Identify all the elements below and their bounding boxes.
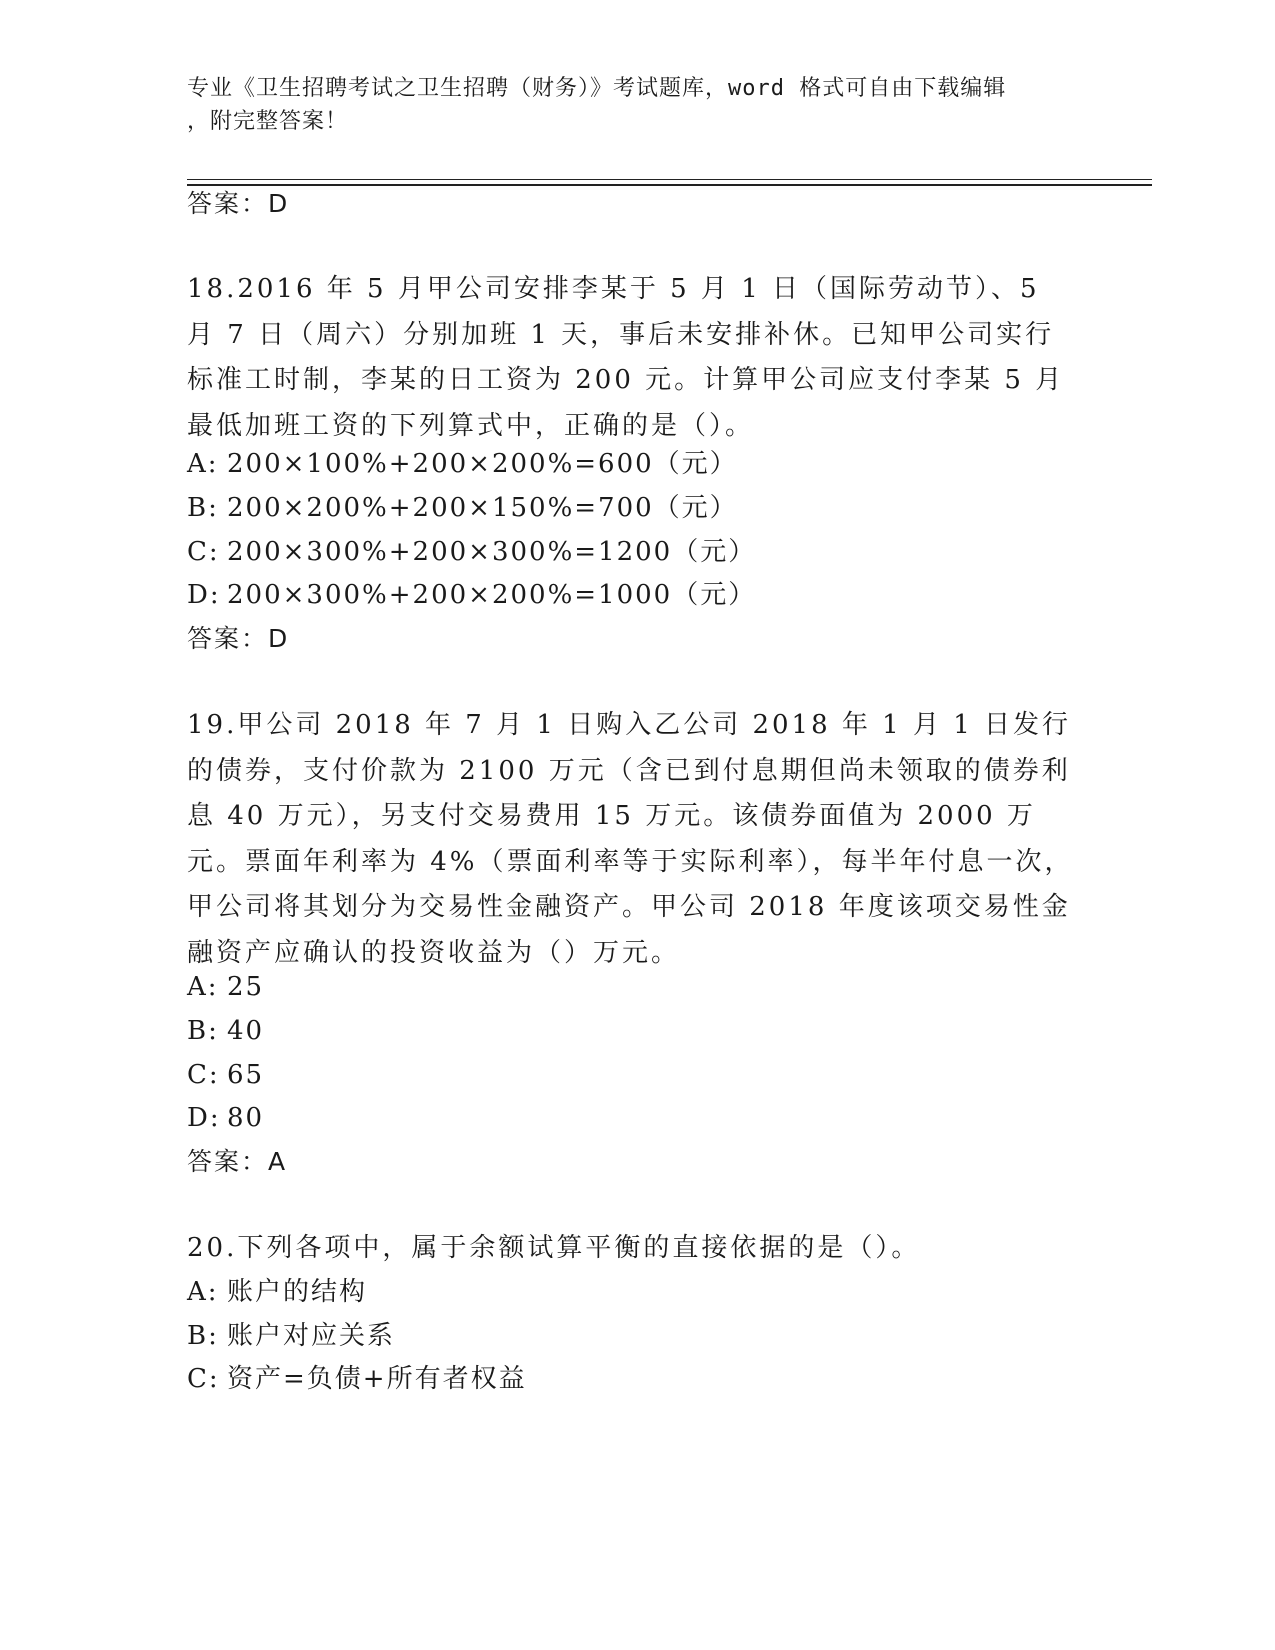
option-letter: D:	[187, 580, 221, 610]
question-20-option-b	[187, 1319, 395, 1353]
question-19-answer: 答案：A	[187, 1147, 288, 1176]
previous-answer: 答案：D	[187, 189, 290, 218]
option-text: 65	[227, 1060, 265, 1090]
option-letter: A:	[187, 1277, 219, 1307]
header-rule-thick	[187, 184, 1152, 186]
option-text: 40	[227, 1016, 265, 1046]
option-letter: C:	[187, 537, 220, 567]
option-letter: C:	[187, 1364, 220, 1394]
page-header	[187, 72, 1067, 138]
option-letter: B:	[187, 1016, 219, 1046]
question-18-option-d	[187, 578, 756, 612]
question-18-answer: 答案：D	[187, 624, 290, 653]
option-text: 80	[227, 1103, 265, 1133]
question-20-text: 20.下列各项中，属于余额试算平衡的直接依据的是（）。	[187, 1233, 921, 1263]
option-text: 资产=负债+所有者权益	[227, 1364, 527, 1394]
question-19-option-d	[187, 1101, 264, 1135]
question-20-option-c	[187, 1362, 527, 1396]
question-19-option-c	[187, 1058, 264, 1092]
option-text: 200×300%+200×200%=1000（元）	[227, 580, 757, 610]
question-19-text: 19.甲公司 2018 年 7 月 1 日购入乙公司 2018 年 1 月 1 日发行的债券，支付价款为 2100 万元（含已到付息期但尚未领取的债券利息 40 万元），另支付交易费用 15 万元。该债券面值为 2000 万元。票面年利率为 4%（票面利率等于实际利率），每半年付息一次，甲公司将其划分为交易性金融资产。甲公司 2018 年度该项交易性金融资产应确认的投资收益为（）万元。	[187, 710, 1074, 968]
option-letter: A:	[187, 449, 219, 479]
question-18-option-a	[187, 447, 738, 481]
option-text: 25	[227, 972, 265, 1002]
question-18-option-b	[187, 491, 738, 525]
question-19-option-b	[187, 1014, 264, 1048]
question-18-text: 18.2016 年 5 月甲公司安排李某于 5 月 1 日（国际劳动节）、5 月 7 日（周六）分别加班 1 天，事后未安排补休。已知甲公司实行标准工时制，李某的日工资为 200 元。计算甲公司应支付李某 5 月最低加班工资的下列算式中，正确的是（）。	[187, 274, 1065, 441]
option-text: 账户对应关系	[227, 1321, 396, 1351]
header-line-2: ，附完整答案！	[187, 109, 349, 134]
option-text: 200×100%+200×200%=600（元）	[227, 449, 738, 479]
option-letter: B:	[187, 1321, 219, 1351]
option-text: 200×200%+200×150%=700（元）	[227, 493, 738, 523]
option-letter: A:	[187, 972, 219, 1002]
option-text: 200×300%+200×300%=1200（元）	[227, 537, 757, 567]
question-20-option-a	[187, 1275, 367, 1309]
header-rule-thin	[187, 179, 1152, 180]
option-letter: C:	[187, 1060, 220, 1090]
header-line-1: 专业《卫生招聘考试之卫生招聘（财务）》考试题库，word 格式可自由下载编辑	[187, 76, 1007, 101]
option-letter: D:	[187, 1103, 221, 1133]
option-letter: B:	[187, 493, 219, 523]
question-18-option-c	[187, 535, 756, 569]
option-text: 账户的结构	[227, 1277, 368, 1307]
question-19-option-a	[187, 970, 264, 1004]
